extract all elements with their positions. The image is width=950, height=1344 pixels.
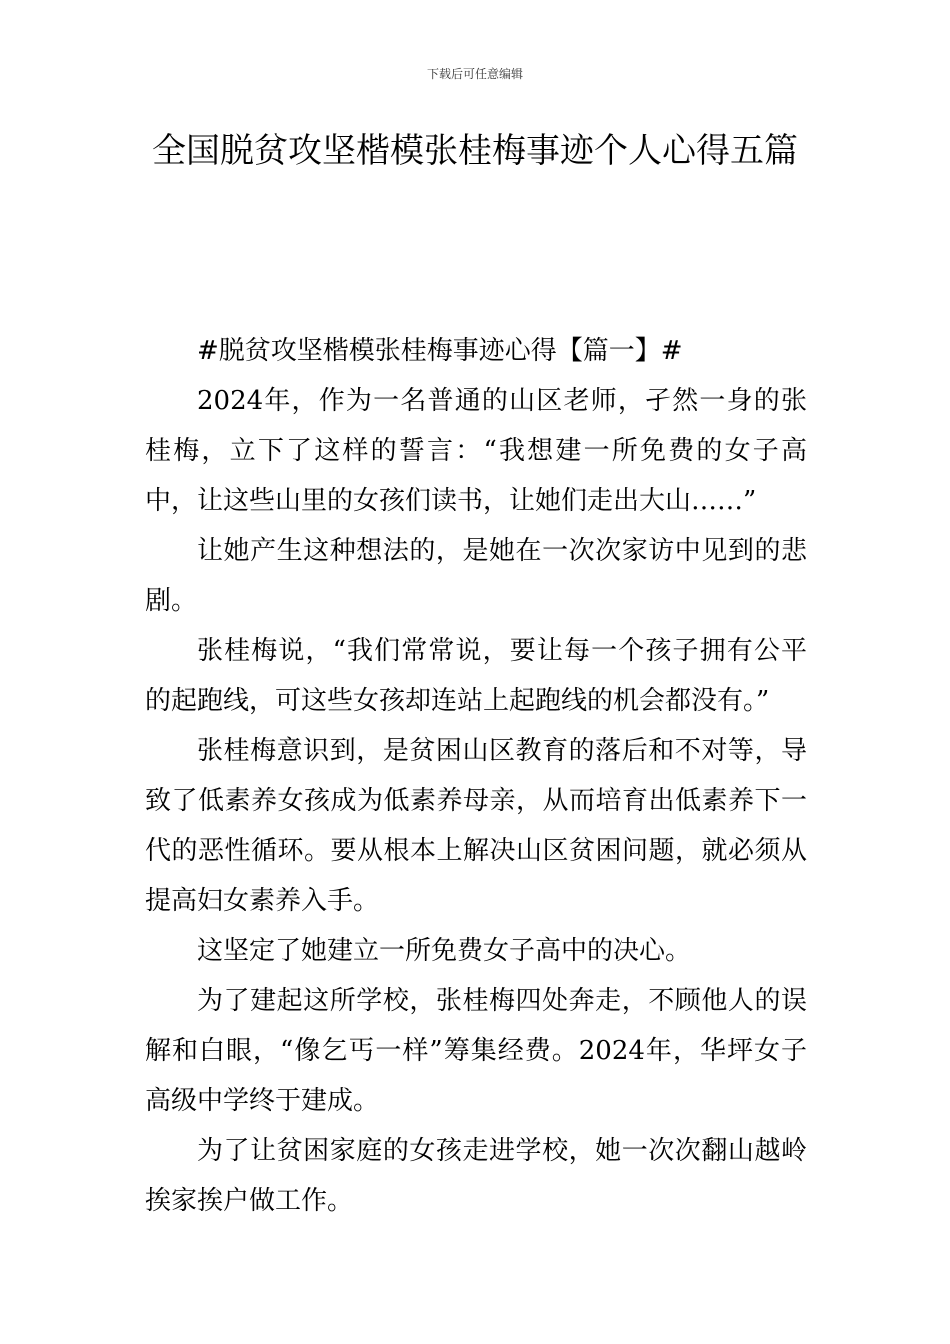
paragraph: 为了建起这所学校，张桂梅四处奔走，不顾他人的误解和白眼，“像乞丐一样”筹集经费。2024年，华坪女子高级中学终于建成。 [145,986,807,1116]
paragraph: 这坚定了她建立一所免费女子高中的决心。 [197,936,692,966]
paragraph: 2024年，作为一名普通的山区老师，孑然一身的张桂梅，立下了这样的誓言：“我想建一所免费的女子高中，让这些山里的女孩们读书，让她们走出大山……” [145,386,807,516]
paragraph: 张桂梅说，“我们常常说，要让每一个孩子拥有公平的起跑线，可这些女孩却连站上起跑线的机会都没有。” [145,636,807,716]
document-body [145,326,807,1226]
paragraph: 让她产生这种想法的，是她在一次次家访中见到的悲剧。 [145,536,807,616]
header-note: 下载后可任意编辑 [426,67,523,81]
section-heading: #脱贫攻坚楷模张桂梅事迹心得【篇一】# [197,336,683,366]
page-title: 全国脱贫攻坚楷模张桂梅事迹个人心得五篇 [152,131,798,171]
paragraph: 为了让贫困家庭的女孩走进学校，她一次次翻山越岭挨家挨户做工作。 [145,1136,807,1216]
paragraph: 张桂梅意识到，是贫困山区教育的落后和不对等，导致了低素养女孩成为低素养母亲，从而培育出低素养下一代的恶性循环。要从根本上解决山区贫困问题，就必须从提高妇女素养入手。 [145,736,807,916]
